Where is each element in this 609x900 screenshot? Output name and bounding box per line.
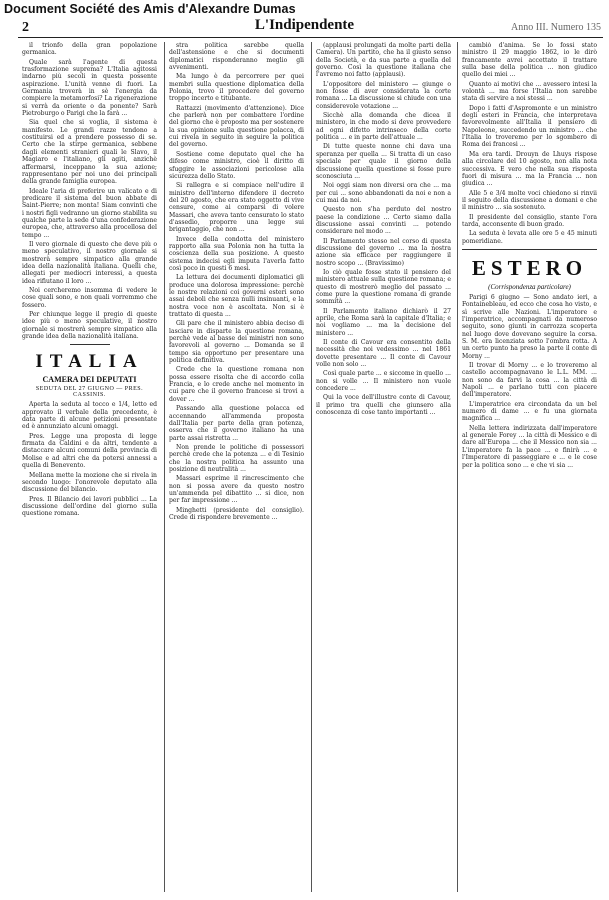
article-paragraph: Massari esprime il rincrescimento che non si possa avere da questo nostro un'ammenda pel dibattito ... si dice, non per far impressione ... [169,475,304,505]
article-paragraph: (applausi prolungati da molte parti della Camera). Un partito, che ha il giusto senso della Società, e da sua parte a quella del governo. Così la questione italiana che l'avremo noi fatto (applausi). [316,42,451,79]
article-paragraph: L'imperatrice era circondata da un bel numero di dame ... e fu una giornata magnifica ... [462,400,597,423]
page-number: 2 [22,20,29,35]
newspaper-masthead: L'Indipendente [254,17,355,33]
article-paragraph: Aperta la seduta al tocco e 1/4, letto ed approvato il verbale della precedente, è data parte di alcune petizioni presentate ed è annunziato alcuni omaggi. [22,401,157,431]
seduta-heading: SEDUTA DEL 27 GIUGNO — PRES. CASSINIS. [35,386,144,399]
article-paragraph: Alle 5 e 3/4 molte voci chiedono si rinvii il seguito della discussione a domani e che il ministro ... sia sostenuto. [462,189,597,212]
article-paragraph: Noi cercheremo insomma di vedere le cose quali sono, e non quali vorremmo che fossero. [22,287,157,309]
article-paragraph: Sostiene come deputato quel che ha difeso come ministro, cioè il diritto di sfuggire le associazioni pericolose alla sicurezza dello Stato. [169,150,304,180]
article-paragraph: La lettura dei documenti diplomatici gli produce una dolorosa impressione: perchè le nostre relazioni coi governi esteri sono assai deboli che senza nulli insinuanti, e la nostra voce non è ascoltata. Non si è trattato di questa ... [169,274,304,319]
article-paragraph: cambiò d'anima. Se lo fossi stato ministro il 29 maggio 1862, io le dirò francamente avrei accettato il trattare sulla base della politica ... non giudico quello dei miei ... [462,42,597,79]
article-paragraph: Io ciò quale fosse stato il pensiero del ministero attuale sulla questione romana; e questo di mostrerò meglio del passato ... come pure la questione romana di grande sommità ... [316,268,451,306]
column-2 [169,42,304,892]
article-paragraph: Così quale parte ... e siccome in quello ... non si volle ... Il ministero non vuole concedere ... [316,370,451,393]
article-paragraph: Crede che la questione romana non possa essere risolta che di accordo colla Francia, e lo crede anche nel momento in cui pare che il governo francese si trovi a dover ... [169,366,304,403]
article-paragraph: Sicchè alla domanda che dicea il ministero, in che modo si deve provvedere ad ogni difetto intrinseco della corte politica ... e in parte dell'attuale ... [316,112,451,142]
article-paragraph: Il Parlamento italiano dichiarò il 27 aprile, che Roma sarà la capitale d'Italia; e noi vogliamo ... ma la decisione del ministero ... [316,307,451,337]
italia-section-title: ITALIA [35,351,144,373]
article-paragraph: Parigi 6 giugno — Sono andato ieri, a Fontainebleau, ed ecco che cosa ho visto, e sì scrive alle Nazioni. L'imperatore e l'imperatrice, accompagnati da numeroso seguito, sono giunti in carrozza scoperta nel luogo dove dovevano seguire la corsa. S. M. era licenziata sotto l'ombra rotta. A un certo punto ha preso la parte il conte di Morny ... [462,293,597,360]
article-paragraph: Questo non s'ha perduto del nostro paese la condizione ... Certo siamo dalla discussione assai convinti ... potendo considerare nel modo ... [316,206,451,236]
archive-banner: Document Société des Amis d'Alexandre Dumas [4,2,296,16]
camera-body [22,401,157,517]
column-1 [22,42,157,892]
article-paragraph: Ideale l'aria di preferire un valicato e di predicare il sistema del buon abbate di Saint-Pierre; non monta! Siam convinti che i nostri figli vedranno un giorno stabilita su qualche parte la sede d'una confederazione europea, che, attraverso alla procellosa del tempo ... [22,187,157,239]
article-paragraph: Ma lungo è da percorrere per quei membri sulla questione diplomatica della Polonia, trovo il procedere del governo troppo incerto e titubante. [169,73,304,103]
section-rule [462,249,597,250]
article-paragraph: stra politica sarebbe quella dell'astensione e che si documenti diplomatici risponderanno meglio gli avvenimenti. [169,42,304,72]
article-paragraph: Nella lettera indirizzata dall'imperatore al generale Forey ... la città di Messico e di dare all'Europa ... che il Messico non sia ... L'imperatore fa la pace ... e finirà ... e l'Imperatore di passeggiare e ... e le cose per la politica sono ... e che vi sia ... [462,424,597,469]
estero-section-title: ESTERO [471,255,588,280]
article-paragraph: Rattazzi (movimento d'attenzione). Dice che parlerà non per combattere l'ordine del giorno che è proposto ma per sostenere la sua opinione sulla questione polacca, di cui rivela in seguito in seguire la politica del governo. [169,104,304,149]
column-3 [316,42,451,892]
column-divider [311,42,312,892]
article-paragraph: Il conte di Cavour era consentito della necessità che noi vedessimo ... nel 1861 dovette presentare ... Il conte di Cavour volle non solo ... [316,339,451,369]
camera-heading: CAMERA DEI DEPUTATI [42,375,137,385]
article-paragraph: Quanto ai motivi che ... avessero intesi la volontà ... ma forse l'Italia non sarebbe stata di servire a noi stessi ... [462,80,597,103]
estero-body [462,294,597,469]
column-divider [164,42,165,892]
article-paragraph: Sia quel che si voglia, il sistema è manifesto. Le grandi razze tendono a costituirsi ed a prendere possesso di se. Certo che la stirpe germanica, sebbene dagli elementi stranieri quali le Slavo, il Magiaro e l'italiano, gli agiti, anzichè affermarsi, inceppano la sua azione; rappresentano per noi uno dei principali della grande famiglia europea. [22,119,157,186]
article-paragraph: Dopo i fatti d'Aspromonte e un ministro degli esteri in Francia, che interpretava favorevolmente all'Italia il pensiero di Napoleone, succedendo un ministro ... che l'Italia lo troveremo per lo sgombero di Roma dei francesi ... [462,104,597,149]
article-paragraph: il trionfo della gran popolazione germanica. [22,42,157,57]
article-paragraph: Minghetti (presidente del consiglio). Crede di rispondere brevemente ... [169,506,304,521]
article-paragraph: Pres. Legge una proposta di legge firmata da Caldini e da altri, tendente a distaccare alcuni comuni della provincia di Molise e ad altri che da potersi annessi a quella di Benevento. [22,432,157,470]
article-paragraph: L'oppositore del ministero — giunge o non fosse di aver considerata la corte romana ... La discussione si chiude con una considerevole votazione ... [316,80,451,110]
article-paragraph: Il vero giornale di questo che deve più o meno speculativo, il nostro giornale si mostrerà sempre simpatico alla grande idea della nazionalità italiana. Quelli che, allegati per mediocri interessi, a questa idea rifiutano il loro ... [22,240,157,285]
issue-line: Anno III. Numero 135 [511,22,601,33]
article-paragraph: Per chiunque legge il pregio di queste idee più o meno speculative, il nostro giornale si mostrerà sempre simpatico alla grande idea della nazionalità italiana. [22,311,157,341]
article-paragraph: Qui la voce dell'illustre conte di Cavour, il primo tra quelli che giunsero alla conoscenza di cose tanto importanti ... [316,394,451,417]
article-paragraph: La seduta è levata alle ore 5 e 45 minuti pomeridiane. [462,230,597,245]
estero-subheading: (Corrispondenza particolare) [488,282,571,291]
column-2-body [169,42,304,521]
article-paragraph: Passando alla questione polacca ed accennando all'ammenda proposta dall'Italia per parte della gran potenza, osserva che il governo italiano ha una parte assai ristretta ... [169,405,304,442]
column-divider [457,42,458,892]
article-paragraph: Gli pare che il ministero abbia deciso di lasciare in disparte la questione romana, perchè vede al basse dei ministri non sono favorevoli al governo ... Domanda se il tempo sia opportuno per presentare una politica definitiva. [169,320,304,365]
article-paragraph: Si rallegra e si compiace nell'udire il ministro dell'interno difendere il decreto del 20 agosto, che era stato oggetto di vive censure, come ai comparsi di volere Massari, che aveva tanto censurato lo stato d'assedio, proporre una legge sui brigantaggio, che non ... [169,182,304,234]
article-paragraph: Il presidente del consiglio, stante l'ora tarda, acconsente di buon grado. [462,213,597,228]
header-rule [18,37,603,38]
article-paragraph: Invece della condotta del ministero rapporto alla sua Polonia non ha tutta la coscienza della sua posizione. A questo sistema indecisi egli imputa l'averla fatto così poco in questi 6 mesi. [169,235,304,272]
column-4-body [462,42,597,245]
article-paragraph: Ma era tardi. Drouyn de Lhuys rispose alla circolare del 10 agosto, non alla nota successiva. E vero che nella sua risposta fuori di misura ... ma la Francia ... non giudica ... [462,150,597,188]
article-paragraph: Quale sarà l'agente di questa trasformazione suprema? L'Italia agitossi indarno più secoli in questa possente aspirazione. L'unità venne di fuori. La Germania troverà in sè l'energia da compiere la metamorfosi? La rigenerazione si verrà da oriente o da ponente? Sarà Pietroburgo o Parigi che la farà ... [22,58,157,118]
section-rule [70,344,110,345]
article-paragraph: Mellana mette la mozione che si rivela in secondo luogo: l'onorevole deputato alla discussione del bilancio. [22,471,157,494]
article-paragraph: Noi oggi siam non diversi ora che ... ma per cui ... sono abbandonati da noi e non a cui mai da noi. [316,182,451,204]
article-paragraph: Il trovar di Morny ... e lo troveremo al castello accompagnavano le L.L. MM. ... non sono da farvi la cosa ... la città di Napoli ... e parlano tutti con piacere dell'imperatore. [462,362,597,399]
article-paragraph: Non prende le politiche di possessori perchè crede che la potenza ... e di Tesinio che la nostra politica ha assunto una posizione di neutralità ... [169,443,304,473]
article-paragraph: Di tutte queste nonne chi dava una speranza per quella ... Si tratta di un caso speciale per quale il giorno della discussione quella questione si fosse pure sconosciuta ... [316,143,451,180]
column-1-body [22,42,157,340]
article-paragraph: Il Parlamento stesso nel corso di questa discussione del governo ... ma la nostra azione sia efficace per raggiungere il nostro scopo ... (Bravissimo) [316,237,451,267]
article-paragraph: Pres. Il Bilancio dei lavori pubblici ... La discussione dell'ordine del giorno sulla questione romana. [22,495,157,518]
column-4 [462,42,597,892]
column-3-body [316,42,451,417]
